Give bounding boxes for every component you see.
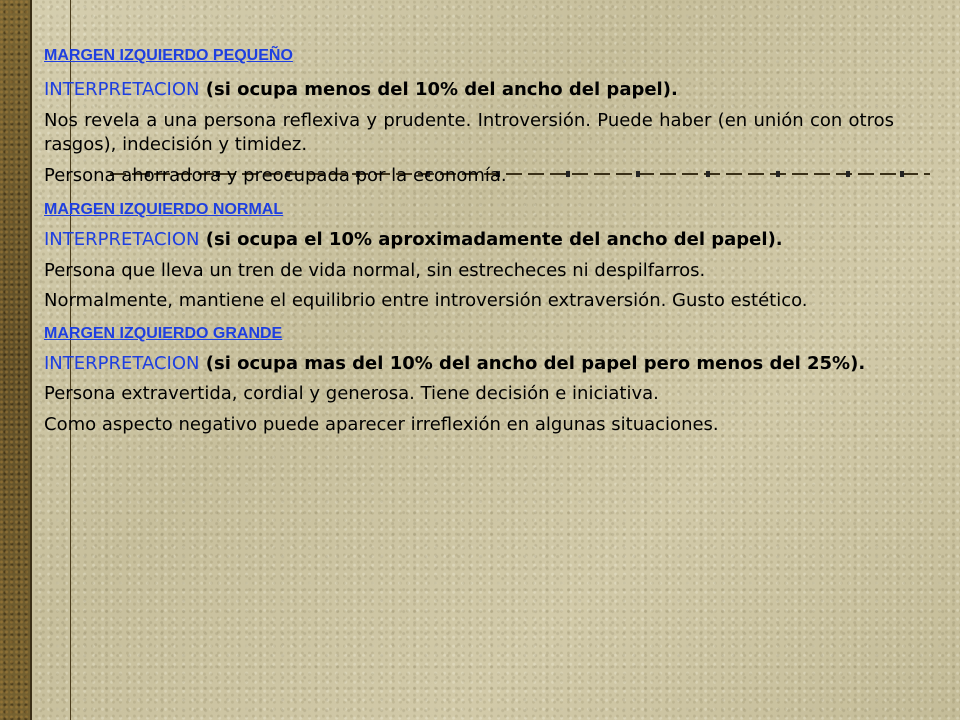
- interpretation-text: (si ocupa menos del 10% del ancho del papel).: [199, 79, 678, 100]
- strip-border-line: [30, 0, 32, 720]
- left-decorative-strip: [0, 0, 30, 720]
- paragraph: Como aspecto negativo puede aparecer irreflexión en algunas situaciones.: [44, 413, 719, 435]
- section-heading-large[interactable]: MARGEN IZQUIERDO GRANDE: [44, 324, 283, 342]
- interpretation-text: (si ocupa mas del 10% del ancho del papel pero menos del 25%).: [199, 352, 866, 374]
- slide-content: [44, 46, 894, 437]
- interpretation-keyword[interactable]: INTERPRETACION: [44, 229, 200, 250]
- paragraph: Persona extravertida, cordial y generosa. Tiene decisión e iniciativa.: [44, 383, 659, 404]
- paragraph: Persona ahorradora y preocupada por la economía.: [44, 164, 507, 186]
- interpretation-line-small: [44, 78, 894, 103]
- section-heading-small[interactable]: MARGEN IZQUIERDO PEQUEÑO: [44, 47, 293, 64]
- paragraph: Persona que lleva un tren de vida normal, sin estrecheces ni despilfarros.: [44, 259, 706, 281]
- interpretation-line-large: [44, 352, 894, 377]
- interpretation-text: (si ocupa el 10% aproximadamente del ancho del papel).: [199, 229, 783, 250]
- section-heading-normal[interactable]: MARGEN IZQUIERDO NORMAL: [44, 201, 284, 218]
- paragraph: Normalmente, mantiene el equilibrio entre introversión extraversión. Gusto estético.: [44, 290, 808, 311]
- interpretation-line-normal: [44, 228, 894, 253]
- interpretation-keyword[interactable]: INTERPRETACION: [44, 352, 200, 374]
- paragraph: Nos revela a una persona reflexiva y prudente. Introversión. Puede haber (en unión con otros rasgos), indecisión y timidez.: [44, 109, 894, 155]
- interpretation-keyword[interactable]: INTERPRETACION: [44, 79, 200, 100]
